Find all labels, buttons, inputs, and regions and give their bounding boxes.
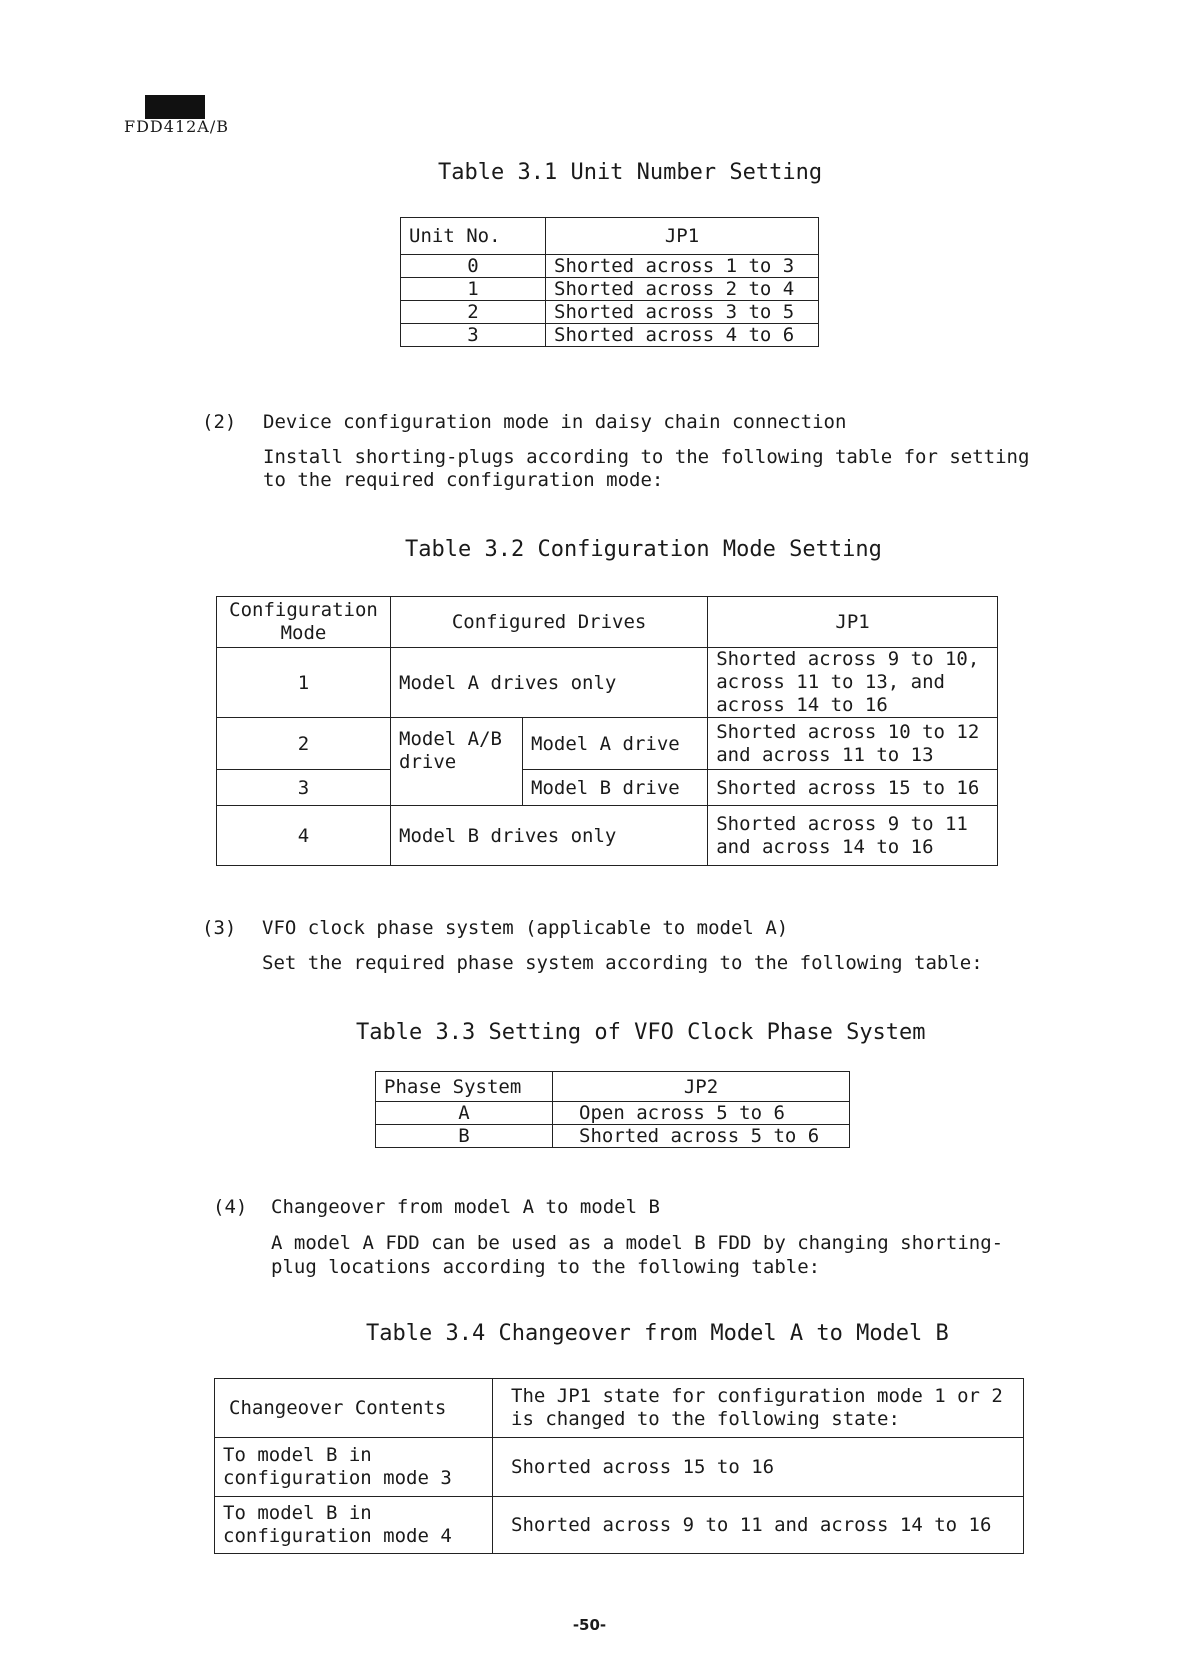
table2-drive-cell: Model B drive bbox=[523, 770, 708, 806]
table2-header-jp1: JP1 bbox=[708, 597, 998, 648]
table2-jp1-cell bbox=[708, 806, 998, 866]
table-row bbox=[401, 324, 819, 347]
header-logo-block bbox=[145, 95, 205, 119]
table4-left-line: configuration mode 4 bbox=[223, 1525, 452, 1547]
table2-mode-cell: 2 bbox=[217, 718, 391, 770]
table3-cell: Shorted across 5 to 6 bbox=[553, 1125, 850, 1148]
table2-drives-cell: Model A drives only bbox=[391, 648, 708, 718]
table1-cell: 1 bbox=[401, 278, 546, 301]
table-row bbox=[217, 718, 998, 770]
table2-jp1-line: and across 14 to 16 bbox=[716, 835, 934, 858]
section4-body-line1: A model A FDD can be used as a model B FDD by changing shorting- bbox=[271, 1232, 1004, 1254]
table2-header-drives: Configured Drives bbox=[391, 597, 708, 648]
table3-cell: Open across 5 to 6 bbox=[553, 1102, 850, 1125]
table2-jp1-line: across 14 to 16 bbox=[716, 694, 888, 716]
table-row bbox=[215, 1497, 1024, 1554]
section4-number: (4) bbox=[213, 1196, 248, 1218]
table2-mode-cell: 3 bbox=[217, 770, 391, 806]
table3-caption: Table 3.3 Setting of VFO Clock Phase System bbox=[356, 1020, 926, 1045]
table4-left-line: To model B in bbox=[223, 1444, 372, 1466]
table3-cell: B bbox=[376, 1125, 553, 1148]
table1-cell: Shorted across 2 to 4 bbox=[546, 278, 819, 301]
table4-right-cell: Shorted across 9 to 11 and across 14 to 16 bbox=[493, 1497, 1024, 1554]
table-row bbox=[215, 1438, 1024, 1497]
table-row bbox=[401, 278, 819, 301]
table4-header-right-line: is changed to the following state: bbox=[511, 1408, 900, 1430]
table4-header-right-line: The JP1 state for configuration mode 1 or 2 bbox=[511, 1385, 1003, 1407]
section2-heading: Device configuration mode in daisy chain connection bbox=[263, 411, 847, 433]
table4-header-right bbox=[493, 1379, 1024, 1438]
table2-jp1-line: Shorted across 10 to 12 bbox=[716, 720, 980, 743]
table4-left-cell bbox=[215, 1438, 493, 1497]
table-row bbox=[217, 806, 998, 866]
table1-header-unit: Unit No. bbox=[401, 218, 546, 255]
table4-right-cell: Shorted across 15 to 16 bbox=[493, 1438, 1024, 1497]
table2-group-line: Model A/B bbox=[399, 728, 502, 750]
table4-left-line: configuration mode 3 bbox=[223, 1467, 452, 1489]
section2-body-line2: to the required configuration mode: bbox=[263, 469, 664, 491]
table2-jp1-line: across 11 to 13, and bbox=[716, 671, 945, 693]
table4-left-cell bbox=[215, 1497, 493, 1554]
table1-header-jp1: JP1 bbox=[546, 218, 819, 255]
table2-header-mode-line1: Configuration bbox=[229, 599, 378, 621]
table-row bbox=[376, 1125, 850, 1148]
page-number: -50- bbox=[572, 1616, 607, 1634]
table2-jp1-cell bbox=[708, 648, 998, 718]
configuration-mode-table bbox=[216, 596, 998, 866]
table4-caption: Table 3.4 Changeover from Model A to Model B bbox=[366, 1321, 949, 1346]
table2-mode-cell: 1 bbox=[217, 648, 391, 718]
table2-jp1-line: Shorted across 9 to 10, bbox=[716, 648, 980, 670]
table2-drives-cell: Model B drives only bbox=[391, 806, 708, 866]
table1-cell: 0 bbox=[401, 255, 546, 278]
table4-header-left: Changeover Contents bbox=[215, 1379, 493, 1438]
table1-cell: Shorted across 4 to 6 bbox=[546, 324, 819, 347]
table3-cell: A bbox=[376, 1102, 553, 1125]
table2-mode-cell: 4 bbox=[217, 806, 391, 866]
section4-heading: Changeover from model A to model B bbox=[271, 1196, 660, 1218]
table3-header-jp2: JP2 bbox=[553, 1072, 850, 1102]
table2-drive-cell: Model A drive bbox=[523, 718, 708, 770]
section3-body: Set the required phase system according to the following table: bbox=[262, 952, 983, 974]
table1-cell: Shorted across 1 to 3 bbox=[546, 255, 819, 278]
table2-jp1-line: and across 11 to 13 bbox=[716, 743, 934, 766]
table1-caption: Table 3.1 Unit Number Setting bbox=[438, 160, 823, 185]
section2-body-line1: Install shorting-plugs according to the following table for setting bbox=[263, 446, 1030, 468]
table2-header-mode-line2: Mode bbox=[280, 622, 327, 644]
table-row bbox=[217, 770, 998, 806]
table2-jp1-cell bbox=[708, 718, 998, 770]
table2-header-mode bbox=[217, 597, 391, 648]
table1-cell: 2 bbox=[401, 301, 546, 324]
table1-cell: Shorted across 3 to 5 bbox=[546, 301, 819, 324]
phase-system-table bbox=[375, 1071, 850, 1148]
table3-header-phase: Phase System bbox=[376, 1072, 553, 1102]
table2-jp1-line: Shorted across 9 to 11 bbox=[716, 812, 968, 835]
unit-number-table bbox=[400, 217, 819, 347]
section3-number: (3) bbox=[202, 917, 237, 939]
table2-group-line: drive bbox=[399, 751, 457, 773]
table-row bbox=[401, 301, 819, 324]
table-row bbox=[401, 255, 819, 278]
table-row bbox=[376, 1102, 850, 1125]
table1-cell: 3 bbox=[401, 324, 546, 347]
table-row bbox=[217, 648, 998, 718]
table2-caption: Table 3.2 Configuration Mode Setting bbox=[405, 537, 882, 562]
table4-left-line: To model B in bbox=[223, 1502, 372, 1524]
table2-jp1-cell: Shorted across 15 to 16 bbox=[708, 770, 998, 806]
changeover-table bbox=[214, 1378, 1024, 1554]
section4-body-line2: plug locations according to the following table: bbox=[271, 1256, 821, 1278]
section2-number: (2) bbox=[202, 411, 237, 433]
section3-heading: VFO clock phase system (applicable to model A) bbox=[262, 917, 789, 939]
table2-group-cell bbox=[391, 718, 523, 806]
model-identifier: FDD412A/B bbox=[124, 117, 229, 136]
